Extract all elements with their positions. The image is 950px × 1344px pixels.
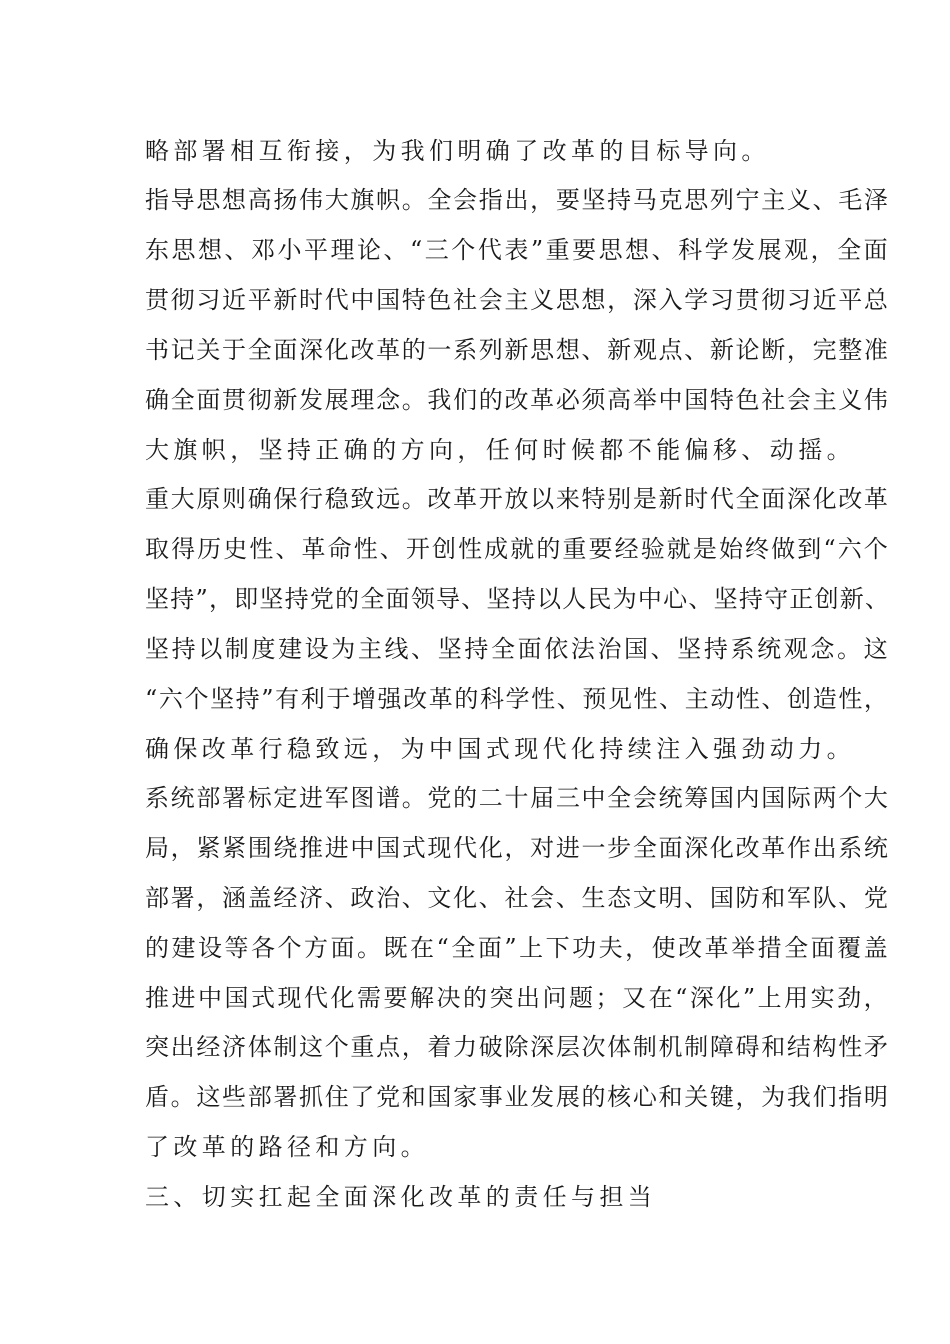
text-line: 盾。这些部署抓住了党和国家事业发展的核心和关键，为我们指明 bbox=[145, 1083, 890, 1111]
text-line: 推进中国式现代化需要解决的突出问题；又在“深化”上用实劲， bbox=[145, 984, 891, 1012]
text-line: 大旗帜，坚持正确的方向，任何时候都不能偏移、动摇。 bbox=[145, 436, 855, 464]
section-heading: 三、切实扛起全面深化改革的责任与担当 bbox=[145, 1183, 657, 1211]
text-line: 突出经济体制这个重点，着力破除深层次体制机制障碍和结构性矛 bbox=[145, 1033, 890, 1061]
text-line: 取得历史性、革命性、开创性成就的重要经验就是始终做到“六个 bbox=[145, 535, 890, 563]
text-line: 重大原则确保行稳致远。改革开放以来特别是新时代全面深化改革 bbox=[145, 485, 890, 513]
text-line: 坚持以制度建设为主线、坚持全面依法治国、坚持系统观念。这 bbox=[145, 635, 891, 663]
text-line: 确全面贯彻新发展理念。我们的改革必须高举中国特色社会主义伟 bbox=[145, 386, 890, 414]
text-line: 的建设等各个方面。既在“全面”上下功夫，使改革举措全面覆盖 bbox=[145, 934, 891, 962]
text-line: 东思想、邓小平理论、“三个代表”重要思想、科学发展观，全面 bbox=[145, 236, 891, 264]
text-line: 书记关于全面深化改革的一系列新思想、新观点、新论断，完整准 bbox=[145, 336, 890, 364]
text-line: 贯彻习近平新时代中国特色社会主义思想，深入学习贯彻习近平总 bbox=[145, 286, 890, 314]
text-line: 略部署相互衔接，为我们明确了改革的目标导向。 bbox=[145, 137, 770, 165]
text-line: 系统部署标定进军图谱。党的二十届三中全会统筹国内国际两个大 bbox=[145, 784, 890, 812]
text-line: 局，紧紧围绕推进中国式现代化，对进一步全面深化改革作出系统 bbox=[145, 834, 890, 862]
text-line: 确保改革行稳致远，为中国式现代化持续注入强劲动力。 bbox=[145, 735, 855, 763]
text-line: “六个坚持”有利于增强改革的科学性、预见性、主动性、创造性， bbox=[145, 685, 890, 713]
text-line: 部署，涵盖经济、政治、文化、社会、生态文明、国防和军队、党 bbox=[145, 884, 890, 912]
text-line: 坚持”，即坚持党的全面领导、坚持以人民为中心、坚持守正创新、 bbox=[145, 585, 891, 613]
text-line: 了改革的路径和方向。 bbox=[145, 1133, 429, 1161]
text-line: 指导思想高扬伟大旗帜。全会指出，要坚持马克思列宁主义、毛泽 bbox=[145, 186, 890, 214]
